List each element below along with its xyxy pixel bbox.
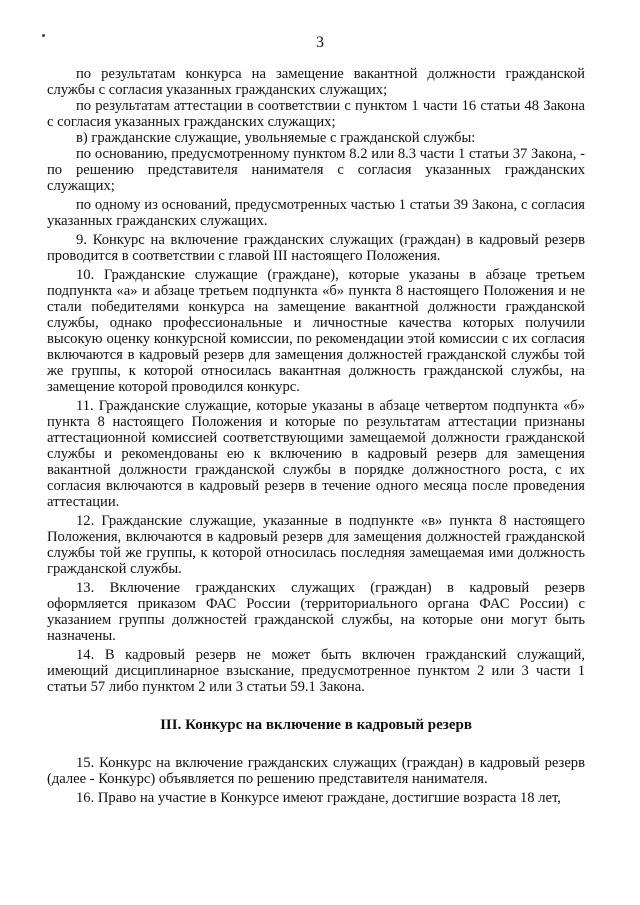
- paragraph-item-12: 12. Гражданские служащие, указанные в подпункте «в» пункта 8 настоящего Положения, включаются в кадровый резерв для замещения должностей гражданской службы той же группы, к которой относилась последняя замещаемая ими должность гражданской службы.: [47, 513, 585, 577]
- page-number: 3: [316, 34, 324, 51]
- paragraph-item-9: 9. Конкурс на включение гражданских служащих (граждан) в кадровый резерв проводится в соответствии с главой III настоящего Положения.: [47, 232, 585, 264]
- paragraph-item-13: 13. Включение гражданских служащих (граждан) в кадровый резерв оформляется приказом ФАС России (территориального органа ФАС России) с указанием группы должностей гражданской службы, на которые они могут быть назначены.: [47, 580, 585, 644]
- paragraph: по результатам аттестации в соответствии с пунктом 1 части 16 статьи 48 Закона с согласия указанных гражданских служащих;: [47, 98, 585, 130]
- paragraph: по результатам конкурса на замещение вакантной должности гражданской службы с согласия указанных гражданских служащих;: [47, 66, 585, 98]
- paragraph-item-14: 14. В кадровый резерв не может быть включен гражданский служащий, имеющий дисциплинарное взыскание, предусмотренное пунктом 2 или 3 части 1 статьи 57 либо пунктом 2 или 3 статьи 59.1 Закона.: [47, 647, 585, 695]
- paragraph-item-10: 10. Гражданские служащие (граждане), которые указаны в абзаце третьем подпункта «а» и абзаце третьем подпункта «б» пункта 8 настоящего Положения и не стали победителями конкурса на замещение вакантной должности гражданской службы, однако профессиональные и личностные качества которых получили высокую оценку конкурсной комиссии, по рекомендации этой комиссии с их согласия включаются в кадровый резерв для замещения должностей гражданской службы той же группы, к которой относилась вакантная должность гражданской службы, на замещение которой проводился конкурс.: [47, 267, 585, 395]
- paragraph-item-15: 15. Конкурс на включение гражданских служащих (граждан) в кадровый резерв (далее - Конкурс) объявляется по решению представителя нанимателя.: [47, 755, 585, 787]
- paragraph-item-11: 11. Гражданские служащие, которые указаны в абзаце четвертом подпункта «б» пункта 8 настоящего Положения и которые по результатам аттестации признаны аттестационной комиссией соответствующими замещаемой должности гражданской службы и рекомендованы ею к включению в кадровый резерв для замещения вакантной должности гражданской службы в порядке должностного роста, с их согласия включаются в кадровый резерв в течение одного месяца после проведения аттестации.: [47, 398, 585, 510]
- paragraph: по одному из оснований, предусмотренных частью 1 статьи 39 Закона, с согласия указанных гражданских служащих.: [47, 197, 585, 229]
- paragraph-item-16: 16. Право на участие в Конкурсе имеют граждане, достигшие возраста 18 лет,: [76, 790, 561, 806]
- document-body: [47, 66, 585, 806]
- paragraph: в) гражданские служащие, увольняемые с гражданской службы:: [76, 130, 476, 146]
- paragraph: по основанию, предусмотренному пунктом 8.2 или 8.3 части 1 статьи 37 Закона, - по решению представителя нанимателя с согласия указанных гражданских служащих;: [47, 146, 585, 194]
- section-heading: III. Конкурс на включение в кадровый резерв: [160, 717, 472, 733]
